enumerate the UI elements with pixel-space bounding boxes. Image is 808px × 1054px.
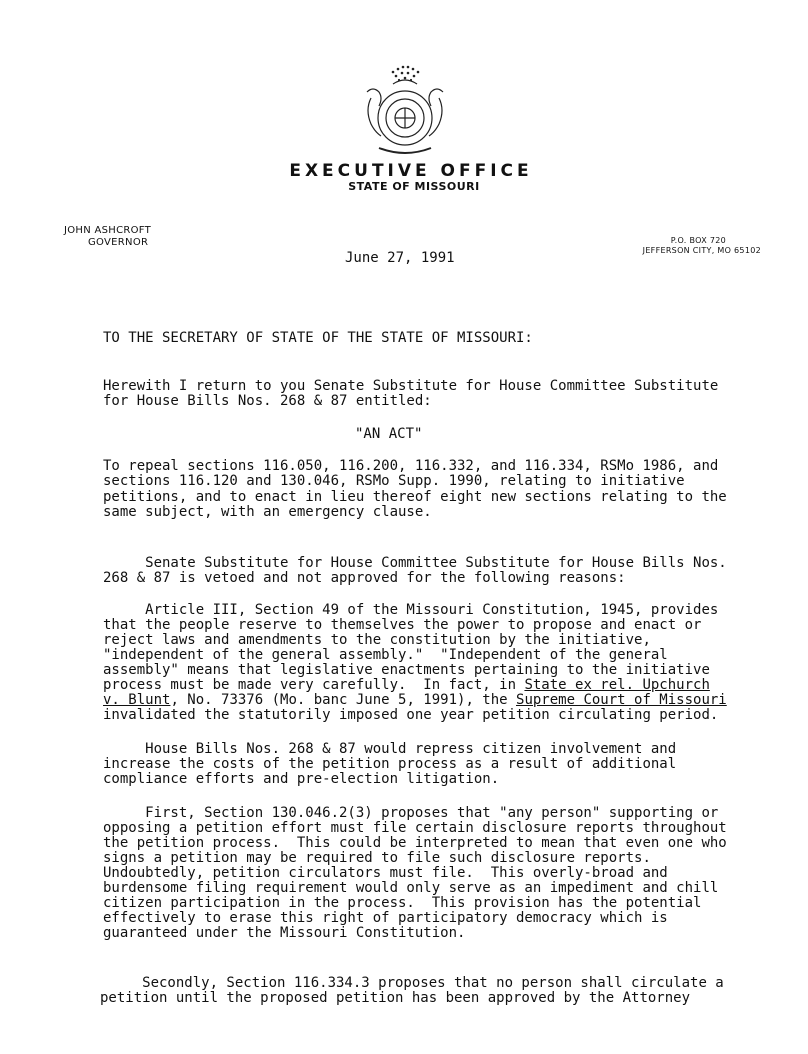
- salutation: TO THE SECRETARY OF STATE OF THE STATE OF MISSOURI:: [103, 330, 533, 346]
- sender-name: JOHN ASHCROFT: [64, 225, 152, 236]
- office-title: EXECUTIVE OFFICE: [289, 161, 533, 181]
- veto-statement-line: 268 & 87 is vetoed and not approved for the following reasons:: [103, 570, 626, 586]
- second-paragraph-line: petition until the proposed petition has been approved by the Attorney: [100, 990, 691, 1006]
- act-description-line: To repeal sections 116.050, 116.200, 116.332, and 116.334, RSMo 1986, and: [103, 458, 719, 474]
- act-description-line: same subject, with an emergency clause.: [103, 504, 432, 520]
- article-line: "independent of the general assembly." "Independent of the general: [103, 647, 668, 663]
- house-bills-line: increase the costs of the petition process as a result of additional: [103, 756, 677, 772]
- office-subtitle: STATE OF MISSOURI: [348, 180, 480, 193]
- court-name: Supreme Court of Missouri: [516, 692, 727, 708]
- first-paragraph-line: signs a petition may be required to file such disclosure reports.: [103, 850, 651, 866]
- article-line: [103, 678, 710, 693]
- veto-statement-line: Senate Substitute for House Committee Substitute for House Bills Nos.: [103, 555, 727, 571]
- article-text: process must be made very carefully. In fact, in: [103, 677, 525, 693]
- case-citation: v. Blunt: [103, 692, 171, 708]
- first-paragraph-line: opposing a petition effort must file certain disclosure reports throughout: [103, 820, 727, 836]
- article-line: invalidated the statutorily imposed one year petition circulating period.: [103, 707, 719, 723]
- first-paragraph-line: effectively to erase this right of participatory democracy which is: [103, 910, 668, 926]
- article-line: reject laws and amendments to the constitution by the initiative,: [103, 632, 651, 648]
- first-paragraph-line: Undoubtedly, petition circulators must file. This overly-broad and: [103, 865, 668, 881]
- first-paragraph-line: the petition process. This could be interpreted to mean that even one who: [103, 835, 727, 851]
- act-description-line: petitions, and to enact in lieu thereof eight new sections relating to the: [103, 489, 727, 505]
- article-line: assembly" means that legislative enactments pertaining to the initiative: [103, 662, 710, 678]
- address-line-2: JEFFERSON CITY, MO 65102: [642, 246, 761, 255]
- first-paragraph-line: citizen participation in the process. This provision has the potential: [103, 895, 702, 911]
- house-bills-line: House Bills Nos. 268 & 87 would repress citizen involvement and: [103, 741, 677, 757]
- address-line-1: P.O. BOX 720: [670, 236, 726, 245]
- act-heading: "AN ACT": [355, 426, 423, 442]
- act-description-line: sections 116.120 and 130.046, RSMo Supp. 1990, relating to initiative: [103, 473, 685, 489]
- first-paragraph-line: First, Section 130.046.2(3) proposes that "any person" supporting or: [103, 805, 719, 821]
- article-line: Article III, Section 49 of the Missouri Constitution, 1945, provides: [103, 602, 719, 618]
- house-bills-line: compliance efforts and pre-election litigation.: [103, 771, 500, 787]
- intro-line: Herewith I return to you Senate Substitute for House Committee Substitute: [103, 378, 719, 394]
- first-paragraph-line: burdensome filing requirement would only serve as an impediment and chill: [103, 880, 719, 896]
- article-line: that the people reserve to themselves the power to propose and enact or: [103, 617, 702, 633]
- article-text: , No. 73376 (Mo. banc June 5, 1991), the: [170, 692, 517, 708]
- first-paragraph-line: guaranteed under the Missouri Constitution.: [103, 925, 466, 941]
- article-line: [103, 693, 727, 708]
- second-paragraph-line: Secondly, Section 116.334.3 proposes that no person shall circulate a: [100, 975, 724, 991]
- sender-title: GOVERNOR: [88, 237, 149, 248]
- letter-date: June 27, 1991: [345, 250, 455, 266]
- intro-line: for House Bills Nos. 268 & 87 entitled:: [103, 393, 432, 409]
- case-citation: State ex rel. Upchurch: [524, 677, 710, 693]
